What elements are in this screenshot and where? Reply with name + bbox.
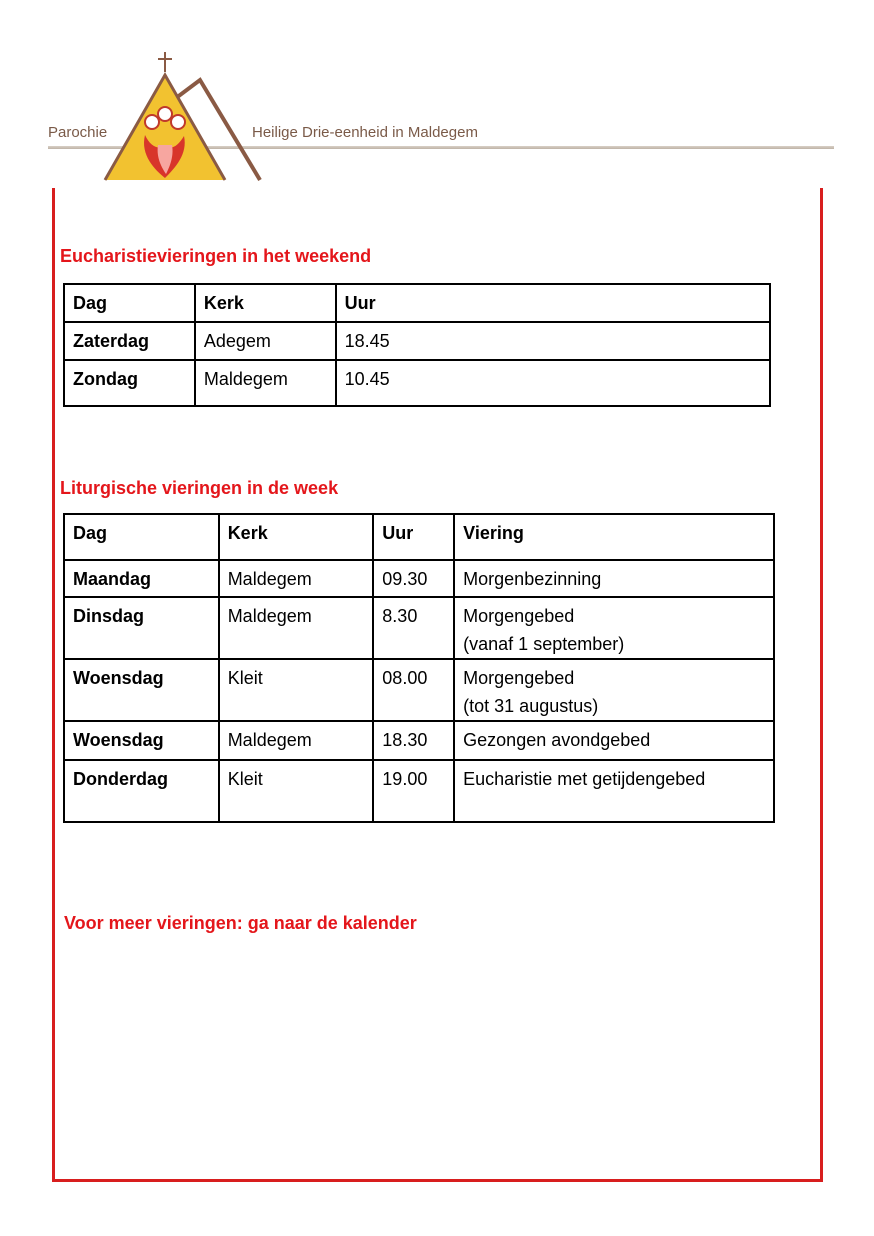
time-cell: 08.00 bbox=[373, 659, 454, 721]
time-cell: 10.45 bbox=[336, 360, 770, 406]
service-name: Morgengebed bbox=[463, 668, 575, 688]
table-header-row bbox=[64, 514, 774, 560]
service-name: Morgengebed bbox=[463, 606, 575, 626]
table-row bbox=[64, 597, 774, 659]
parish-logo-icon bbox=[100, 50, 270, 185]
service-cell bbox=[454, 597, 774, 659]
church-cell: Adegem bbox=[195, 322, 336, 360]
service-note: (tot 31 augustus) bbox=[463, 696, 599, 716]
weekend-table bbox=[63, 283, 771, 407]
time-cell: 18.30 bbox=[373, 721, 454, 760]
time-cell: 18.45 bbox=[336, 322, 770, 360]
day-cell: Donderdag bbox=[64, 760, 219, 822]
column-header: Viering bbox=[454, 514, 774, 560]
day-cell: Zondag bbox=[64, 360, 195, 406]
table-row bbox=[64, 360, 770, 406]
time-cell: 8.30 bbox=[373, 597, 454, 659]
day-cell: Woensdag bbox=[64, 721, 219, 760]
church-cell: Kleit bbox=[219, 760, 374, 822]
day-cell: Woensdag bbox=[64, 659, 219, 721]
page-header bbox=[0, 0, 874, 190]
column-header: Uur bbox=[336, 284, 770, 322]
service-cell bbox=[454, 760, 774, 822]
day-cell: Maandag bbox=[64, 560, 219, 597]
service-note: (vanaf 1 september) bbox=[463, 634, 625, 654]
service-cell bbox=[454, 659, 774, 721]
column-header: Dag bbox=[64, 514, 219, 560]
column-header: Uur bbox=[373, 514, 454, 560]
table-header-row bbox=[64, 284, 770, 322]
column-header: Dag bbox=[64, 284, 195, 322]
church-cell: Maldegem bbox=[219, 721, 374, 760]
table-row bbox=[64, 560, 774, 597]
table-row bbox=[64, 322, 770, 360]
header-right-text: Heilige Drie-eenheid in Maldegem bbox=[252, 124, 478, 141]
service-name: Morgenbezinning bbox=[463, 569, 602, 589]
time-cell: 19.00 bbox=[373, 760, 454, 822]
table-row bbox=[64, 659, 774, 721]
header-left-text: Parochie bbox=[48, 124, 108, 141]
week-table bbox=[63, 513, 775, 823]
weekend-heading: Eucharistievieringen in het weekend bbox=[60, 246, 372, 266]
table-row bbox=[64, 721, 774, 760]
column-header: Kerk bbox=[195, 284, 336, 322]
calendar-link[interactable]: Voor meer vieringen: ga naar de kalender bbox=[64, 913, 417, 933]
service-name: Eucharistie met getijdengebed bbox=[463, 769, 706, 789]
service-name: Gezongen avondgebed bbox=[463, 730, 651, 750]
table-row bbox=[64, 760, 774, 822]
column-header: Kerk bbox=[219, 514, 374, 560]
church-cell: Kleit bbox=[219, 659, 374, 721]
time-cell: 09.30 bbox=[373, 560, 454, 597]
church-cell: Maldegem bbox=[219, 597, 374, 659]
church-cell: Maldegem bbox=[219, 560, 374, 597]
service-cell bbox=[454, 721, 774, 760]
day-cell: Dinsdag bbox=[64, 597, 219, 659]
week-heading: Liturgische vieringen in de week bbox=[60, 478, 339, 498]
day-cell: Zaterdag bbox=[64, 322, 195, 360]
church-cell: Maldegem bbox=[195, 360, 336, 406]
service-cell bbox=[454, 560, 774, 597]
